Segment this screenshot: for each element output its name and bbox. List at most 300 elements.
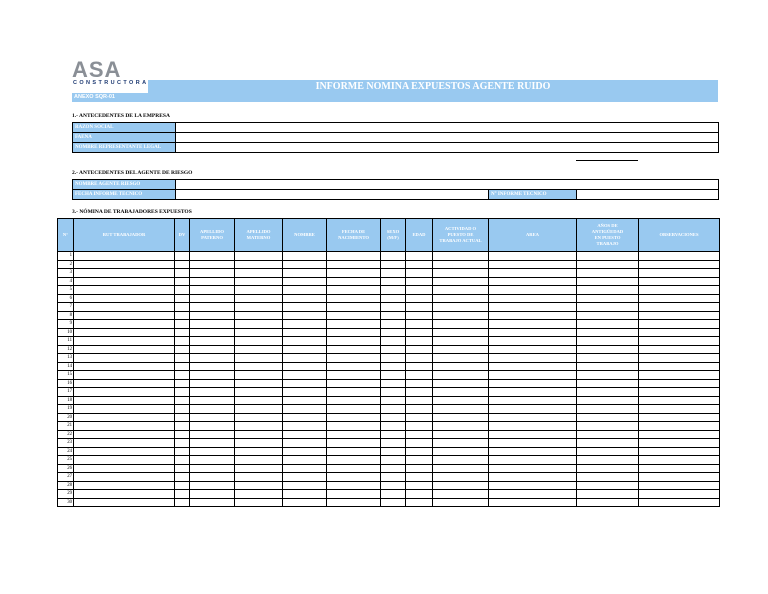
- rut-cell[interactable]: [74, 362, 175, 371]
- apellido-materno-cell[interactable]: [235, 422, 283, 431]
- edad-cell[interactable]: [406, 430, 433, 439]
- edad-cell[interactable]: [406, 473, 433, 482]
- apellido-materno-cell[interactable]: [235, 498, 283, 507]
- edad-cell[interactable]: [406, 379, 433, 388]
- actividad-cell[interactable]: [433, 260, 489, 269]
- rut-cell[interactable]: [74, 277, 175, 286]
- actividad-cell[interactable]: [433, 294, 489, 303]
- actividad-cell[interactable]: [433, 354, 489, 363]
- nombre-cell[interactable]: [283, 405, 327, 414]
- actividad-cell[interactable]: [433, 371, 489, 380]
- area-cell[interactable]: [489, 396, 577, 405]
- fecha-nacimiento-cell[interactable]: [327, 388, 381, 397]
- nombre-cell[interactable]: [283, 447, 327, 456]
- apellido-paterno-cell[interactable]: [190, 303, 235, 312]
- apellido-paterno-cell[interactable]: [190, 413, 235, 422]
- observaciones-cell[interactable]: [639, 388, 720, 397]
- area-cell[interactable]: [489, 464, 577, 473]
- sexo-cell[interactable]: [381, 422, 406, 431]
- actividad-cell[interactable]: [433, 422, 489, 431]
- fecha-nacimiento-cell[interactable]: [327, 320, 381, 329]
- sexo-cell[interactable]: [381, 269, 406, 278]
- rut-cell[interactable]: [74, 252, 175, 261]
- apellido-materno-cell[interactable]: [235, 379, 283, 388]
- actividad-cell[interactable]: [433, 481, 489, 490]
- fecha-nacimiento-cell[interactable]: [327, 371, 381, 380]
- edad-cell[interactable]: [406, 413, 433, 422]
- nombre-cell[interactable]: [283, 354, 327, 363]
- fecha-nacimiento-cell[interactable]: [327, 303, 381, 312]
- actividad-cell[interactable]: [433, 456, 489, 465]
- apellido-paterno-cell[interactable]: [190, 311, 235, 320]
- sexo-cell[interactable]: [381, 362, 406, 371]
- rut-cell[interactable]: [74, 371, 175, 380]
- sexo-cell[interactable]: [381, 498, 406, 507]
- faena-field[interactable]: [176, 133, 719, 143]
- area-cell[interactable]: [489, 362, 577, 371]
- fecha-nacimiento-cell[interactable]: [327, 456, 381, 465]
- observaciones-cell[interactable]: [639, 294, 720, 303]
- apellido-materno-cell[interactable]: [235, 311, 283, 320]
- fecha-nacimiento-cell[interactable]: [327, 311, 381, 320]
- observaciones-cell[interactable]: [639, 269, 720, 278]
- nombre-cell[interactable]: [283, 328, 327, 337]
- fecha-nacimiento-cell[interactable]: [327, 439, 381, 448]
- antiguedad-cell[interactable]: [577, 473, 639, 482]
- apellido-paterno-cell[interactable]: [190, 473, 235, 482]
- fecha-nacimiento-cell[interactable]: [327, 481, 381, 490]
- rut-cell[interactable]: [74, 345, 175, 354]
- dv-cell[interactable]: [175, 345, 190, 354]
- antiguedad-cell[interactable]: [577, 498, 639, 507]
- edad-cell[interactable]: [406, 345, 433, 354]
- rut-cell[interactable]: [74, 303, 175, 312]
- apellido-paterno-cell[interactable]: [190, 422, 235, 431]
- fecha-nacimiento-cell[interactable]: [327, 490, 381, 499]
- nombre-cell[interactable]: [283, 311, 327, 320]
- apellido-materno-cell[interactable]: [235, 481, 283, 490]
- fecha-nacimiento-cell[interactable]: [327, 277, 381, 286]
- apellido-materno-cell[interactable]: [235, 269, 283, 278]
- edad-cell[interactable]: [406, 498, 433, 507]
- rut-cell[interactable]: [74, 481, 175, 490]
- antiguedad-cell[interactable]: [577, 277, 639, 286]
- observaciones-cell[interactable]: [639, 490, 720, 499]
- actividad-cell[interactable]: [433, 337, 489, 346]
- area-cell[interactable]: [489, 252, 577, 261]
- razon-social-field[interactable]: [176, 123, 719, 133]
- fecha-nacimiento-cell[interactable]: [327, 260, 381, 269]
- dv-cell[interactable]: [175, 354, 190, 363]
- sexo-cell[interactable]: [381, 252, 406, 261]
- observaciones-cell[interactable]: [639, 286, 720, 295]
- fecha-nacimiento-cell[interactable]: [327, 294, 381, 303]
- nombre-cell[interactable]: [283, 490, 327, 499]
- apellido-materno-cell[interactable]: [235, 362, 283, 371]
- rut-cell[interactable]: [74, 422, 175, 431]
- nombre-cell[interactable]: [283, 481, 327, 490]
- dv-cell[interactable]: [175, 294, 190, 303]
- fecha-nacimiento-cell[interactable]: [327, 362, 381, 371]
- nombre-cell[interactable]: [283, 277, 327, 286]
- sexo-cell[interactable]: [381, 286, 406, 295]
- observaciones-cell[interactable]: [639, 379, 720, 388]
- apellido-paterno-cell[interactable]: [190, 337, 235, 346]
- edad-cell[interactable]: [406, 252, 433, 261]
- area-cell[interactable]: [489, 277, 577, 286]
- fecha-nacimiento-cell[interactable]: [327, 345, 381, 354]
- nombre-cell[interactable]: [283, 464, 327, 473]
- observaciones-cell[interactable]: [639, 252, 720, 261]
- dv-cell[interactable]: [175, 388, 190, 397]
- actividad-cell[interactable]: [433, 490, 489, 499]
- dv-cell[interactable]: [175, 473, 190, 482]
- area-cell[interactable]: [489, 269, 577, 278]
- edad-cell[interactable]: [406, 490, 433, 499]
- observaciones-cell[interactable]: [639, 362, 720, 371]
- sexo-cell[interactable]: [381, 388, 406, 397]
- actividad-cell[interactable]: [433, 362, 489, 371]
- apellido-materno-cell[interactable]: [235, 286, 283, 295]
- edad-cell[interactable]: [406, 464, 433, 473]
- apellido-paterno-cell[interactable]: [190, 396, 235, 405]
- observaciones-cell[interactable]: [639, 430, 720, 439]
- area-cell[interactable]: [489, 260, 577, 269]
- nombre-cell[interactable]: [283, 320, 327, 329]
- area-cell[interactable]: [489, 320, 577, 329]
- edad-cell[interactable]: [406, 269, 433, 278]
- rut-cell[interactable]: [74, 490, 175, 499]
- edad-cell[interactable]: [406, 320, 433, 329]
- nombre-cell[interactable]: [283, 286, 327, 295]
- antiguedad-cell[interactable]: [577, 379, 639, 388]
- sexo-cell[interactable]: [381, 311, 406, 320]
- edad-cell[interactable]: [406, 439, 433, 448]
- fecha-nacimiento-cell[interactable]: [327, 498, 381, 507]
- dv-cell[interactable]: [175, 311, 190, 320]
- apellido-paterno-cell[interactable]: [190, 277, 235, 286]
- actividad-cell[interactable]: [433, 396, 489, 405]
- actividad-cell[interactable]: [433, 277, 489, 286]
- apellido-materno-cell[interactable]: [235, 456, 283, 465]
- actividad-cell[interactable]: [433, 303, 489, 312]
- agente-field[interactable]: [176, 180, 719, 190]
- dv-cell[interactable]: [175, 490, 190, 499]
- edad-cell[interactable]: [406, 277, 433, 286]
- dv-cell[interactable]: [175, 362, 190, 371]
- observaciones-cell[interactable]: [639, 413, 720, 422]
- apellido-materno-cell[interactable]: [235, 328, 283, 337]
- apellido-paterno-cell[interactable]: [190, 379, 235, 388]
- nombre-cell[interactable]: [283, 422, 327, 431]
- sexo-cell[interactable]: [381, 294, 406, 303]
- area-cell[interactable]: [489, 439, 577, 448]
- observaciones-cell[interactable]: [639, 371, 720, 380]
- sexo-cell[interactable]: [381, 464, 406, 473]
- actividad-cell[interactable]: [433, 439, 489, 448]
- dv-cell[interactable]: [175, 405, 190, 414]
- apellido-materno-cell[interactable]: [235, 320, 283, 329]
- rut-cell[interactable]: [74, 473, 175, 482]
- rut-cell[interactable]: [74, 498, 175, 507]
- observaciones-cell[interactable]: [639, 337, 720, 346]
- actividad-cell[interactable]: [433, 464, 489, 473]
- observaciones-cell[interactable]: [639, 439, 720, 448]
- nombre-cell[interactable]: [283, 362, 327, 371]
- dv-cell[interactable]: [175, 498, 190, 507]
- antiguedad-cell[interactable]: [577, 252, 639, 261]
- sexo-cell[interactable]: [381, 413, 406, 422]
- area-cell[interactable]: [489, 379, 577, 388]
- nombre-cell[interactable]: [283, 371, 327, 380]
- observaciones-cell[interactable]: [639, 303, 720, 312]
- observaciones-cell[interactable]: [639, 447, 720, 456]
- area-cell[interactable]: [489, 498, 577, 507]
- nombre-cell[interactable]: [283, 269, 327, 278]
- area-cell[interactable]: [489, 328, 577, 337]
- rut-cell[interactable]: [74, 286, 175, 295]
- actividad-cell[interactable]: [433, 473, 489, 482]
- sexo-cell[interactable]: [381, 379, 406, 388]
- fecha-nacimiento-cell[interactable]: [327, 354, 381, 363]
- actividad-cell[interactable]: [433, 379, 489, 388]
- sexo-cell[interactable]: [381, 354, 406, 363]
- antiguedad-cell[interactable]: [577, 286, 639, 295]
- sexo-cell[interactable]: [381, 303, 406, 312]
- apellido-materno-cell[interactable]: [235, 490, 283, 499]
- sexo-cell[interactable]: [381, 447, 406, 456]
- apellido-materno-cell[interactable]: [235, 396, 283, 405]
- nombre-cell[interactable]: [283, 345, 327, 354]
- rut-cell[interactable]: [74, 260, 175, 269]
- representante-field[interactable]: [176, 143, 719, 153]
- antiguedad-cell[interactable]: [577, 345, 639, 354]
- edad-cell[interactable]: [406, 303, 433, 312]
- fecha-nacimiento-cell[interactable]: [327, 269, 381, 278]
- dv-cell[interactable]: [175, 328, 190, 337]
- antiguedad-cell[interactable]: [577, 396, 639, 405]
- antiguedad-cell[interactable]: [577, 303, 639, 312]
- dv-cell[interactable]: [175, 447, 190, 456]
- antiguedad-cell[interactable]: [577, 362, 639, 371]
- antiguedad-cell[interactable]: [577, 464, 639, 473]
- apellido-materno-cell[interactable]: [235, 439, 283, 448]
- fecha-nacimiento-cell[interactable]: [327, 473, 381, 482]
- nombre-cell[interactable]: [283, 260, 327, 269]
- antiguedad-cell[interactable]: [577, 481, 639, 490]
- sexo-cell[interactable]: [381, 473, 406, 482]
- sexo-cell[interactable]: [381, 345, 406, 354]
- actividad-cell[interactable]: [433, 388, 489, 397]
- observaciones-cell[interactable]: [639, 328, 720, 337]
- apellido-materno-cell[interactable]: [235, 371, 283, 380]
- area-cell[interactable]: [489, 345, 577, 354]
- area-cell[interactable]: [489, 311, 577, 320]
- rut-cell[interactable]: [74, 405, 175, 414]
- apellido-paterno-cell[interactable]: [190, 345, 235, 354]
- fecha-nacimiento-cell[interactable]: [327, 252, 381, 261]
- apellido-paterno-cell[interactable]: [190, 371, 235, 380]
- edad-cell[interactable]: [406, 405, 433, 414]
- area-cell[interactable]: [489, 422, 577, 431]
- nombre-cell[interactable]: [283, 294, 327, 303]
- apellido-materno-cell[interactable]: [235, 388, 283, 397]
- edad-cell[interactable]: [406, 328, 433, 337]
- fecha-nacimiento-cell[interactable]: [327, 286, 381, 295]
- actividad-cell[interactable]: [433, 405, 489, 414]
- edad-cell[interactable]: [406, 447, 433, 456]
- sexo-cell[interactable]: [381, 328, 406, 337]
- apellido-paterno-cell[interactable]: [190, 498, 235, 507]
- apellido-paterno-cell[interactable]: [190, 439, 235, 448]
- apellido-materno-cell[interactable]: [235, 473, 283, 482]
- apellido-materno-cell[interactable]: [235, 405, 283, 414]
- antiguedad-cell[interactable]: [577, 447, 639, 456]
- edad-cell[interactable]: [406, 388, 433, 397]
- sexo-cell[interactable]: [381, 405, 406, 414]
- rut-cell[interactable]: [74, 396, 175, 405]
- dv-cell[interactable]: [175, 252, 190, 261]
- area-cell[interactable]: [489, 388, 577, 397]
- area-cell[interactable]: [489, 481, 577, 490]
- apellido-paterno-cell[interactable]: [190, 447, 235, 456]
- apellido-materno-cell[interactable]: [235, 337, 283, 346]
- fecha-nacimiento-cell[interactable]: [327, 464, 381, 473]
- rut-cell[interactable]: [74, 430, 175, 439]
- nombre-cell[interactable]: [283, 456, 327, 465]
- antiguedad-cell[interactable]: [577, 405, 639, 414]
- rut-cell[interactable]: [74, 311, 175, 320]
- rut-cell[interactable]: [74, 379, 175, 388]
- area-cell[interactable]: [489, 447, 577, 456]
- dv-cell[interactable]: [175, 379, 190, 388]
- dv-cell[interactable]: [175, 260, 190, 269]
- sexo-cell[interactable]: [381, 277, 406, 286]
- area-cell[interactable]: [489, 405, 577, 414]
- actividad-cell[interactable]: [433, 430, 489, 439]
- dv-cell[interactable]: [175, 277, 190, 286]
- area-cell[interactable]: [489, 337, 577, 346]
- actividad-cell[interactable]: [433, 498, 489, 507]
- actividad-cell[interactable]: [433, 320, 489, 329]
- apellido-materno-cell[interactable]: [235, 345, 283, 354]
- sexo-cell[interactable]: [381, 490, 406, 499]
- fecha-informe-field[interactable]: [176, 190, 489, 200]
- area-cell[interactable]: [489, 413, 577, 422]
- fecha-nacimiento-cell[interactable]: [327, 337, 381, 346]
- nombre-cell[interactable]: [283, 439, 327, 448]
- apellido-materno-cell[interactable]: [235, 303, 283, 312]
- dv-cell[interactable]: [175, 320, 190, 329]
- dv-cell[interactable]: [175, 464, 190, 473]
- apellido-paterno-cell[interactable]: [190, 388, 235, 397]
- nombre-cell[interactable]: [283, 396, 327, 405]
- apellido-paterno-cell[interactable]: [190, 464, 235, 473]
- apellido-paterno-cell[interactable]: [190, 354, 235, 363]
- apellido-materno-cell[interactable]: [235, 464, 283, 473]
- observaciones-cell[interactable]: [639, 311, 720, 320]
- edad-cell[interactable]: [406, 456, 433, 465]
- fecha-nacimiento-cell[interactable]: [327, 405, 381, 414]
- observaciones-cell[interactable]: [639, 422, 720, 431]
- nombre-cell[interactable]: [283, 473, 327, 482]
- apellido-paterno-cell[interactable]: [190, 269, 235, 278]
- dv-cell[interactable]: [175, 337, 190, 346]
- rut-cell[interactable]: [74, 456, 175, 465]
- dv-cell[interactable]: [175, 269, 190, 278]
- observaciones-cell[interactable]: [639, 320, 720, 329]
- sexo-cell[interactable]: [381, 430, 406, 439]
- antiguedad-cell[interactable]: [577, 430, 639, 439]
- apellido-materno-cell[interactable]: [235, 260, 283, 269]
- apellido-materno-cell[interactable]: [235, 252, 283, 261]
- area-cell[interactable]: [489, 473, 577, 482]
- antiguedad-cell[interactable]: [577, 260, 639, 269]
- antiguedad-cell[interactable]: [577, 354, 639, 363]
- fecha-nacimiento-cell[interactable]: [327, 396, 381, 405]
- antiguedad-cell[interactable]: [577, 422, 639, 431]
- area-cell[interactable]: [489, 294, 577, 303]
- sexo-cell[interactable]: [381, 456, 406, 465]
- antiguedad-cell[interactable]: [577, 337, 639, 346]
- dv-cell[interactable]: [175, 422, 190, 431]
- observaciones-cell[interactable]: [639, 405, 720, 414]
- observaciones-cell[interactable]: [639, 498, 720, 507]
- fecha-nacimiento-cell[interactable]: [327, 328, 381, 337]
- fecha-nacimiento-cell[interactable]: [327, 430, 381, 439]
- fecha-nacimiento-cell[interactable]: [327, 379, 381, 388]
- dv-cell[interactable]: [175, 413, 190, 422]
- nombre-cell[interactable]: [283, 498, 327, 507]
- dv-cell[interactable]: [175, 371, 190, 380]
- rut-cell[interactable]: [74, 320, 175, 329]
- fecha-nacimiento-cell[interactable]: [327, 413, 381, 422]
- actividad-cell[interactable]: [433, 252, 489, 261]
- apellido-paterno-cell[interactable]: [190, 456, 235, 465]
- dv-cell[interactable]: [175, 286, 190, 295]
- nombre-cell[interactable]: [283, 252, 327, 261]
- edad-cell[interactable]: [406, 396, 433, 405]
- numero-informe-field[interactable]: [577, 190, 719, 200]
- rut-cell[interactable]: [74, 337, 175, 346]
- rut-cell[interactable]: [74, 447, 175, 456]
- observaciones-cell[interactable]: [639, 464, 720, 473]
- observaciones-cell[interactable]: [639, 481, 720, 490]
- observaciones-cell[interactable]: [639, 473, 720, 482]
- apellido-paterno-cell[interactable]: [190, 320, 235, 329]
- antiguedad-cell[interactable]: [577, 371, 639, 380]
- rut-cell[interactable]: [74, 328, 175, 337]
- edad-cell[interactable]: [406, 311, 433, 320]
- antiguedad-cell[interactable]: [577, 490, 639, 499]
- actividad-cell[interactable]: [433, 269, 489, 278]
- antiguedad-cell[interactable]: [577, 294, 639, 303]
- nombre-cell[interactable]: [283, 413, 327, 422]
- rut-cell[interactable]: [74, 269, 175, 278]
- area-cell[interactable]: [489, 490, 577, 499]
- edad-cell[interactable]: [406, 260, 433, 269]
- edad-cell[interactable]: [406, 286, 433, 295]
- dv-cell[interactable]: [175, 303, 190, 312]
- apellido-paterno-cell[interactable]: [190, 328, 235, 337]
- area-cell[interactable]: [489, 430, 577, 439]
- sexo-cell[interactable]: [381, 439, 406, 448]
- edad-cell[interactable]: [406, 481, 433, 490]
- apellido-paterno-cell[interactable]: [190, 405, 235, 414]
- dv-cell[interactable]: [175, 396, 190, 405]
- rut-cell[interactable]: [74, 294, 175, 303]
- actividad-cell[interactable]: [433, 345, 489, 354]
